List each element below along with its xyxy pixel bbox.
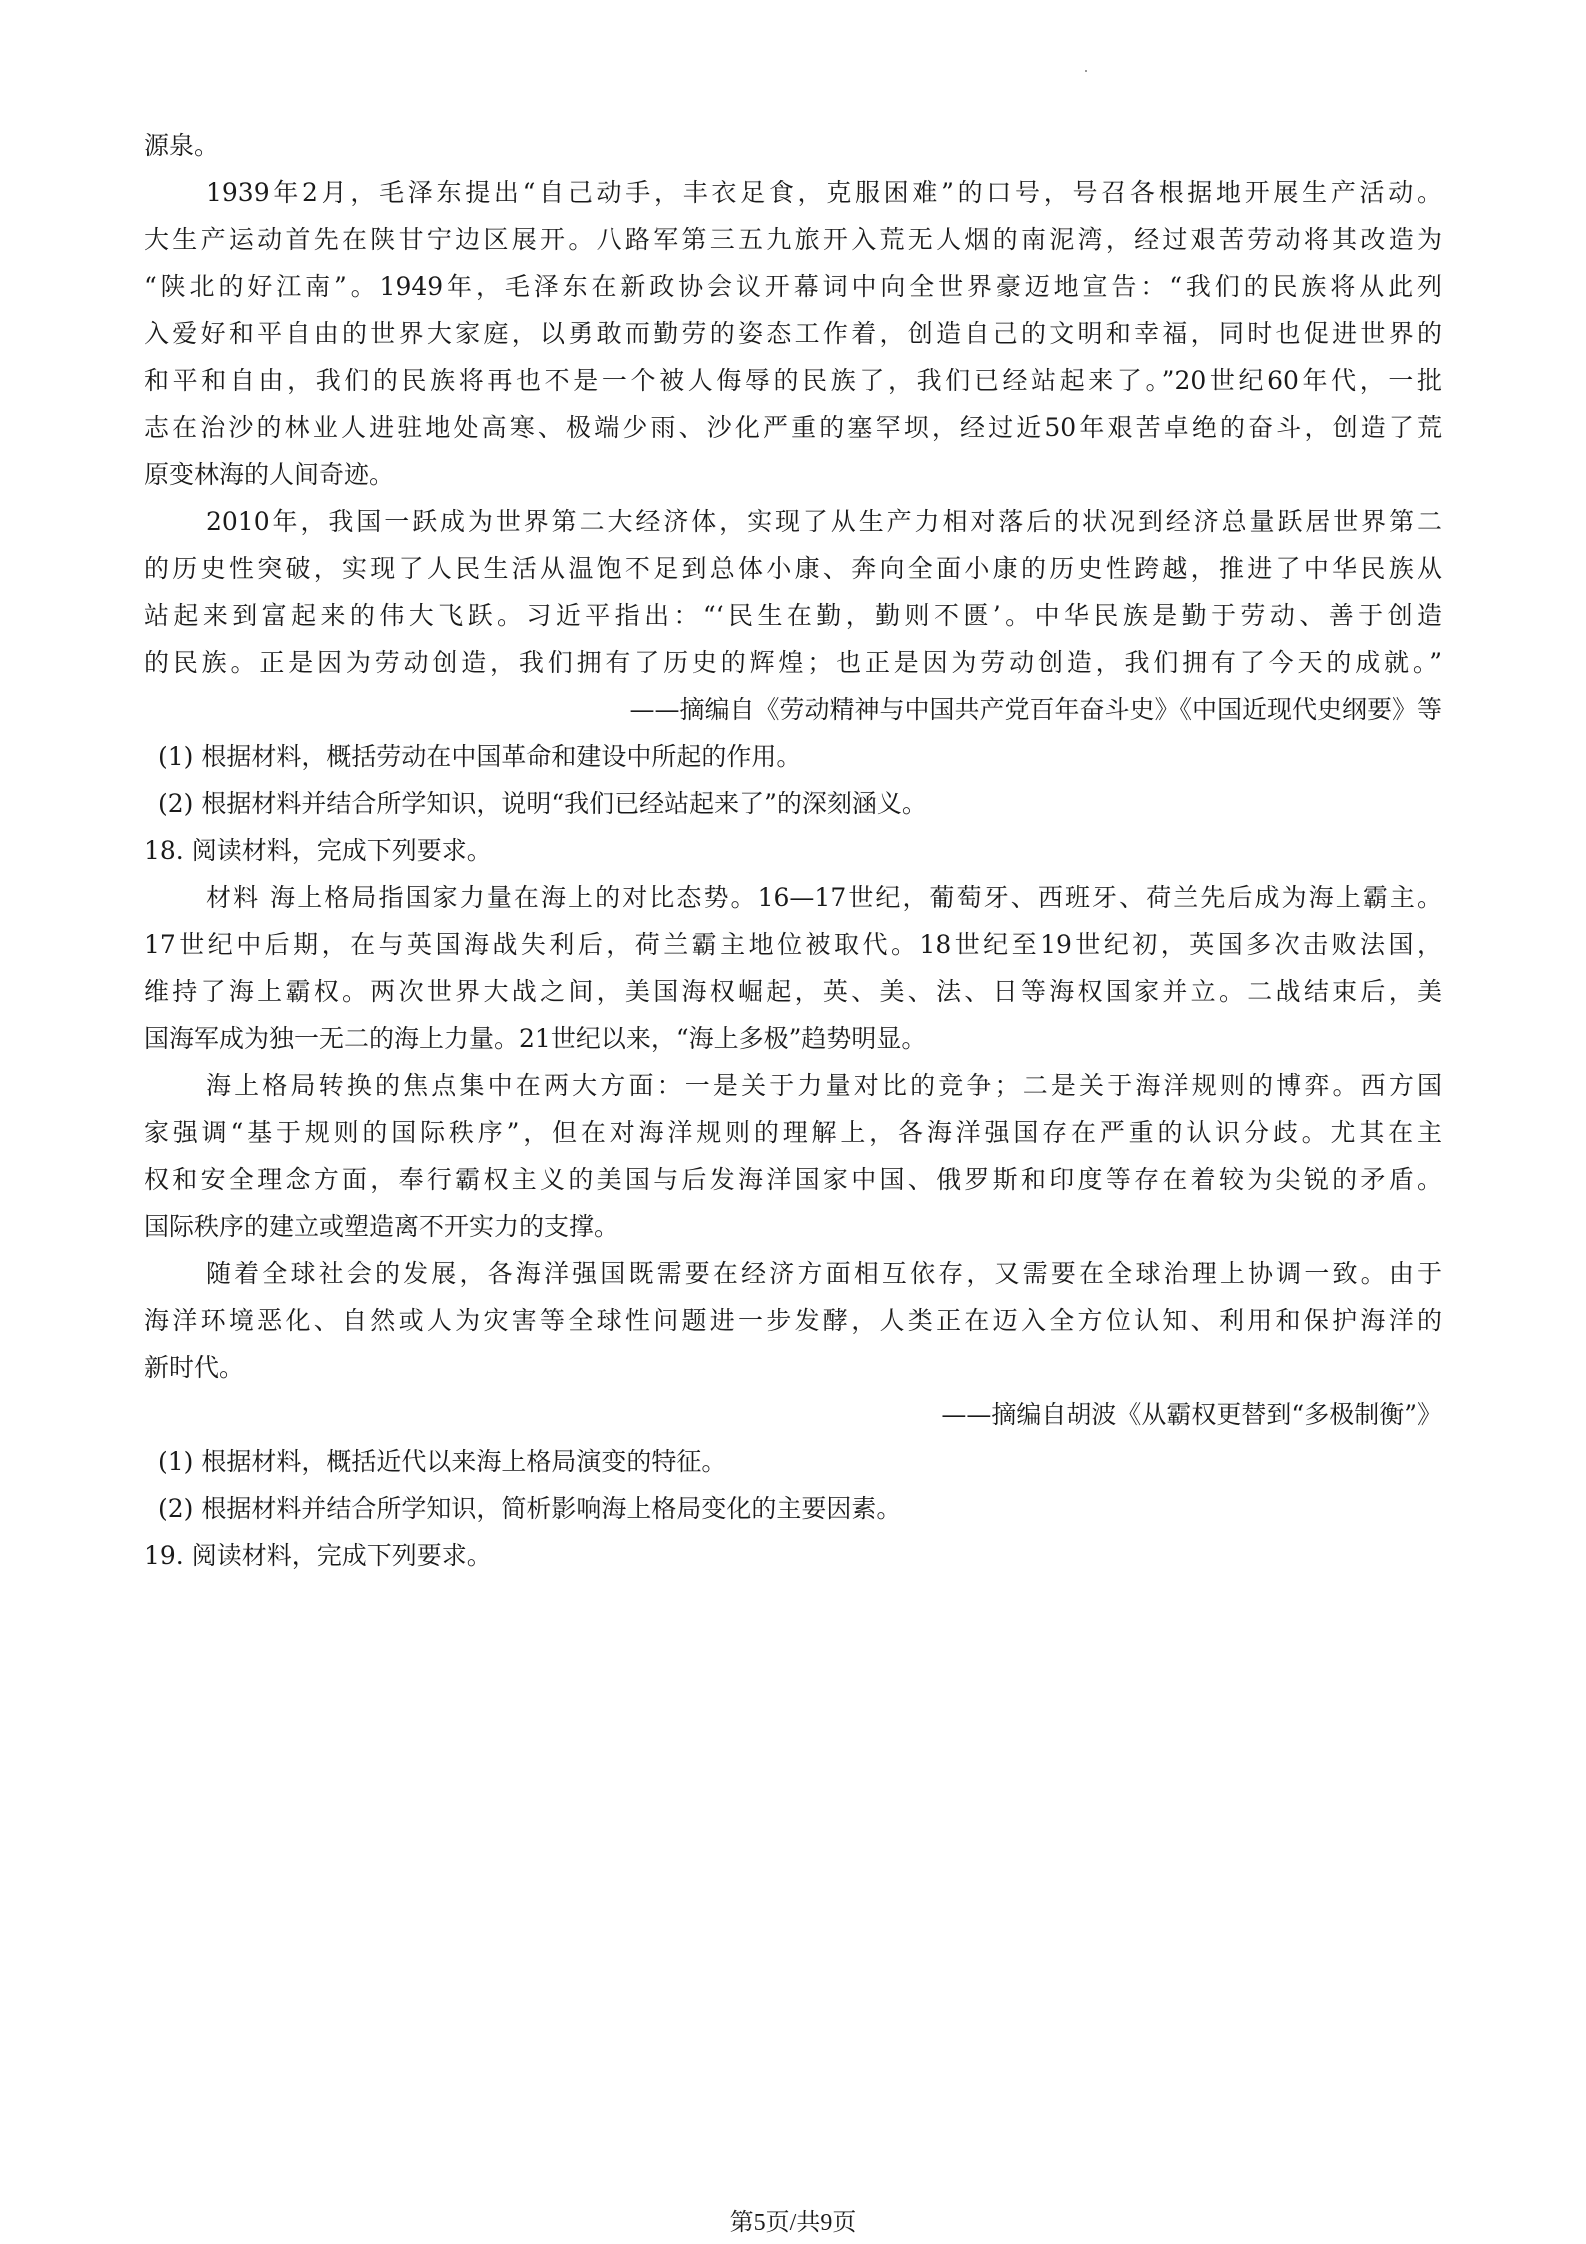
sub-question: (1) 根据材料，概括劳动在中国革命和建设中所起的作用。 [158, 742, 802, 771]
paragraph-line: 的历史性突破，实现了人民生活从温饱不足到总体小康、奔向全面小康的历史性跨越，推进了中华民族从 [144, 554, 1442, 583]
sub-question: (1) 根据材料，概括近代以来海上格局演变的特征。 [158, 1447, 727, 1476]
paragraph-line: “陕北的好江南”。1949年，毛泽东在新政协会议开幕词中向全世界豪迈地宣告：“我们的民族将从此列 [144, 272, 1442, 301]
paragraph-line: 志在治沙的林业人进驻地处高寒、极端少雨、沙化严重的塞罕坝，经过近50年艰苦卓绝的奋斗，创造了荒 [144, 413, 1442, 442]
paragraph-line: 的民族。正是因为劳动创造，我们拥有了历史的辉煌；也正是因为劳动创造，我们拥有了今天的成就。” [144, 648, 1442, 677]
text-line: 19. 阅读材料，完成下列要求。 [144, 1541, 492, 1570]
paragraph-line: 海洋环境恶化、自然或人为灾害等全球性问题进一步发酵，人类正在迈入全方位认知、利用和保护海洋的 [144, 1306, 1442, 1335]
source-citation: ——摘编自《劳动精神与中国共产党百年奋斗史》《中国近现代史纲要》等 [629, 695, 1442, 724]
paragraph-line: 维持了海上霸权。两次世界大战之间，美国海权崛起，英、美、法、日等海权国家并立。二战结束后，美 [144, 977, 1442, 1006]
paragraph-line: 17世纪中后期，在与英国海战失利后，荷兰霸主地位被取代。18世纪至19世纪初，英国多次击败法国， [144, 930, 1442, 959]
text-line: 原变林海的人间奇迹。 [144, 460, 395, 489]
paragraph-line: 权和安全理念方面，奉行霸权主义的美国与后发海洋国家中国、俄罗斯和印度等存在着较为尖锐的矛盾。 [144, 1165, 1442, 1194]
text-line: 18. 阅读材料，完成下列要求。 [144, 836, 492, 865]
paragraph-line: 家强调“基于规则的国际秩序”，但在对海洋规则的理解上，各海洋强国存在严重的认识分歧。尤其在主 [144, 1118, 1442, 1147]
text-line: 源泉。 [144, 131, 220, 160]
scan-speck [1085, 70, 1087, 72]
paragraph-first-line: 随着全球社会的发展，各海洋强国既需要在经济方面相互依存，又需要在全球治理上协调一致。由于 [206, 1259, 1442, 1288]
paragraph-first-line: 2010年，我国一跃成为世界第二大经济体，实现了从生产力相对落后的状况到经济总量跃居世界第二 [206, 507, 1442, 536]
paragraph-first-line: 海上格局转换的焦点集中在两大方面：一是关于力量对比的竞争；二是关于海洋规则的博弈。西方国 [206, 1071, 1442, 1100]
paragraph-line: 大生产运动首先在陕甘宁边区展开。八路军第三五九旅开入荒无人烟的南泥湾，经过艰苦劳动将其改造为 [144, 225, 1442, 254]
text-line: 国海军成为独一无二的海上力量。21世纪以来，“海上多极”趋势明显。 [144, 1024, 927, 1053]
text-line: 新时代。 [144, 1353, 245, 1382]
paragraph-line: 和平和自由，我们的民族将再也不是一个被人侮辱的民族了，我们已经站起来了。”20世纪60年代，一批 [144, 366, 1442, 395]
document-body [144, 122, 1442, 1579]
sub-question: (2) 根据材料并结合所学知识，说明“我们已经站起来了”的深刻涵义。 [158, 789, 927, 818]
paragraph-first-line: 材料 海上格局指国家力量在海上的对比态势。16—17世纪，葡萄牙、西班牙、荷兰先后成为海上霸主。 [206, 883, 1442, 912]
source-citation: ——摘编自胡波《从霸权更替到“多极制衡”》 [941, 1400, 1442, 1429]
sub-question: (2) 根据材料并结合所学知识，简析影响海上格局变化的主要因素。 [158, 1494, 902, 1523]
paragraph-first-line: 1939年2月，毛泽东提出“自己动手，丰衣足食，克服困难”的口号，号召各根据地开展生产活动。 [206, 178, 1442, 207]
page-footer: 第5页/共9页 [729, 2210, 857, 2236]
text-line: 国际秩序的建立或塑造离不开实力的支撑。 [144, 1212, 620, 1241]
paragraph-line: 站起来到富起来的伟大飞跃。习近平指出：“‘民生在勤，勤则不匮’。中华民族是勤于劳动、善于创造 [144, 601, 1442, 630]
paragraph-line: 入爱好和平自由的世界大家庭，以勇敢而勤劳的姿态工作着，创造自己的文明和幸福，同时也促进世界的 [144, 319, 1442, 348]
